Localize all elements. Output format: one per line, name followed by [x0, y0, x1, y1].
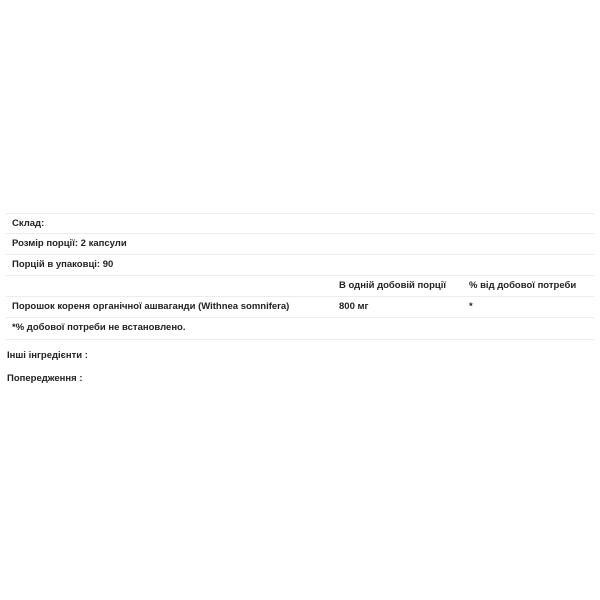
serving-size: Розмір порції: 2 капсули: [12, 238, 127, 249]
warnings-label: Попередження :: [7, 373, 83, 384]
footnote: *% добової потреби не встановлено.: [12, 322, 186, 333]
supplement-facts-table: [6, 213, 594, 340]
composition-row: [6, 213, 594, 234]
servings-per-container: Порцій в упаковці: 90: [12, 259, 114, 270]
ingredient-name: Порошок кореня органічної ашваганди (Withnea somnifera): [12, 301, 290, 312]
composition-label: Склад:: [12, 218, 45, 229]
footnote-row: [6, 318, 594, 340]
daily-value-column-header: % від добової потреби: [469, 280, 577, 291]
servings-per-container-row: [6, 255, 594, 276]
ingredient-amount: 800 мг: [339, 301, 369, 312]
amount-column-header: В одній добовій порції: [339, 280, 447, 291]
serving-size-row: [6, 234, 594, 255]
other-ingredients-label: Інші інгредієнти :: [7, 350, 88, 361]
column-header-row: [6, 276, 594, 297]
ingredient-daily-value: *: [469, 301, 473, 312]
ingredient-row: [6, 297, 594, 318]
